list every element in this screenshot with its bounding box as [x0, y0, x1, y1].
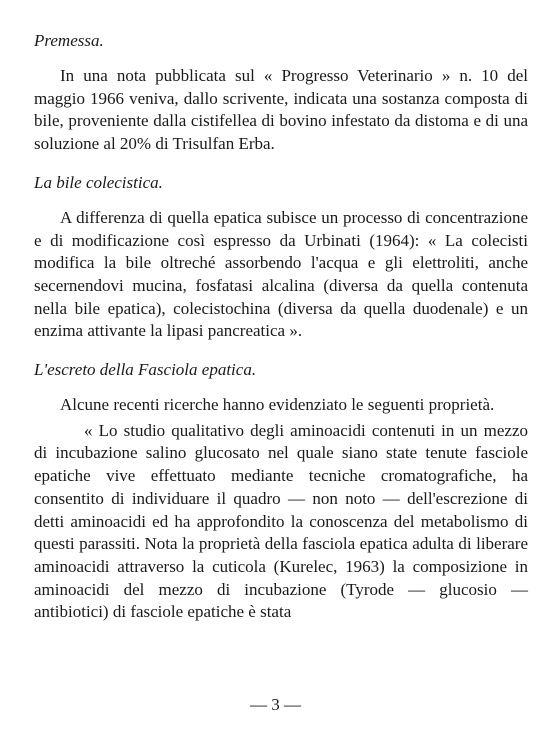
section-heading-bile-colecistica: La bile colecistica.	[34, 172, 163, 192]
page-number: — 3 —	[250, 695, 301, 714]
page-body	[34, 30, 528, 624]
paragraph-escreto-quote: « Lo studio qualitativo degli aminoacidi contenuti in un mezzo di incubazione salino glucosato nel quale siano state tenute fasciole epatiche vive effettuato mediante tecniche cromatografiche, ha consentito di individuare il quadro — non noto — dell'escrezione di detti aminoacidi ed ha approfondito la conoscenza del metabolismo di questi parassiti. Nota la proprietà della fasciola epatica adulta di liberare aminoacidi attraverso la cuticola (Kurelec, 1963) la composizione in aminoacidi del mezzo di incubazione (Tyrode — glucosio — antibiotici) di fasciole epatiche è stata	[34, 420, 528, 622]
paragraph-escreto-intro: Alcune recenti ricerche hanno evidenziato le seguenti proprietà.	[60, 395, 495, 415]
paragraph-bile-colecistica: A differenza di quella epatica subisce un processo di concentrazione e di modificazione così espresso da Urbinati (1964): « La colecisti modifica la bile oltreché assorbendo l'acqua e gli elettroliti, anche secernendovi mucina, fosfatasi alcalina (diversa da quella contenuta nella bile epatica), colecistochina (diversa da quella duodenale) e un enzima attivante la lipasi pancreatica ».	[34, 207, 528, 341]
paragraph-premessa: In una nota pubblicata sul « Progresso Veterinario » n. 10 del maggio 1966 veniva, dallo scrivente, indicata una sostanza composta di bile, proveniente dalla cistifellea di bovino infestato da distoma e di una soluzione al 20% di Trisulfan Erba.	[34, 66, 528, 154]
section-heading-premessa: Premessa.	[34, 31, 104, 50]
section-heading-escreto-fasciola: L'escreto della Fasciola epatica.	[34, 360, 257, 380]
